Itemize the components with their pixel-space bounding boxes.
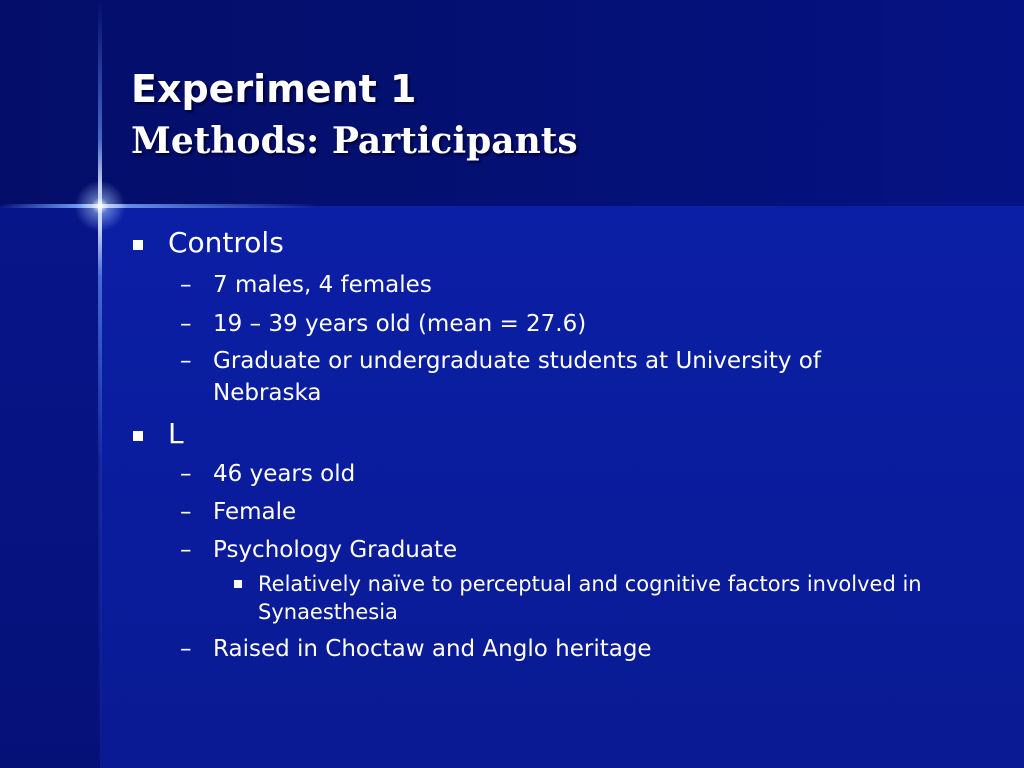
dash-bullet-icon: – xyxy=(180,311,192,337)
sub-sub-bullet: Relatively naïve to perceptual and cognitive factors involved in Synaesthesia xyxy=(258,572,922,624)
sub-bullet: 7 males, 4 females xyxy=(213,272,432,298)
dash-bullet-icon: – xyxy=(180,461,192,487)
dash-bullet-icon: – xyxy=(180,272,192,298)
sub-bullet: Psychology Graduate xyxy=(213,537,458,563)
sub-bullet: Female xyxy=(213,499,297,525)
sub-bullet: 19 – 39 years old (mean = 27.6) xyxy=(213,311,587,337)
bullet-controls: Controls xyxy=(168,226,284,259)
square-bullet-icon xyxy=(133,431,143,441)
square-bullet-icon xyxy=(234,580,242,588)
slide-subtitle: Methods: Participants xyxy=(131,120,578,162)
dash-bullet-icon: – xyxy=(180,537,192,563)
dash-bullet-icon: – xyxy=(180,348,192,374)
sub-bullet: Raised in Choctaw and Anglo heritage xyxy=(213,636,652,662)
slide-title: Experiment 1 xyxy=(131,67,417,111)
bullet-participant-l: L xyxy=(168,417,184,450)
dash-bullet-icon: – xyxy=(180,636,192,662)
sub-bullet: Graduate or undergraduate students at University of Nebraska xyxy=(213,348,821,406)
square-bullet-icon xyxy=(133,240,143,250)
sub-bullet: 46 years old xyxy=(213,461,356,487)
dash-bullet-icon: – xyxy=(180,499,192,525)
